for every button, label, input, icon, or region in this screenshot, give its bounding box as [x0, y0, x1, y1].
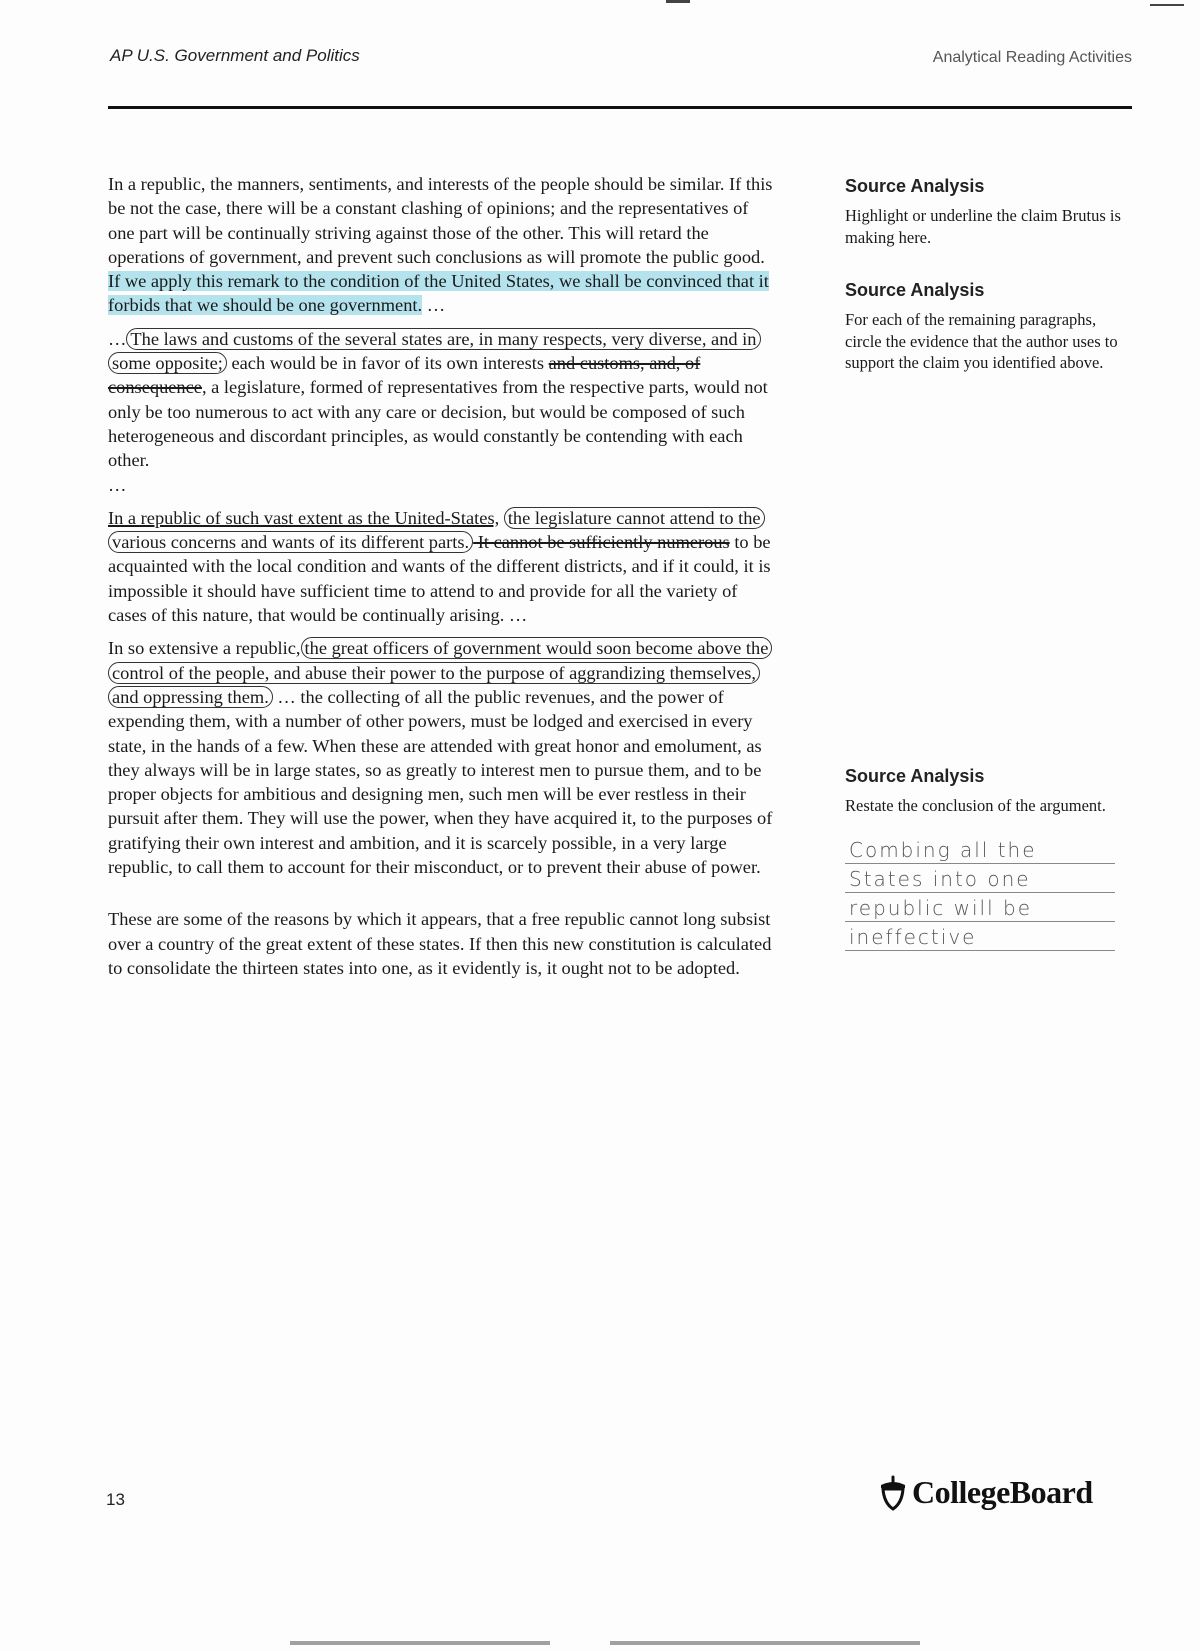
passage	[108, 172, 776, 989]
source-analysis-box-2	[845, 280, 1135, 374]
circled-evidence-1: The laws and customs of the several states are, in many respects, very diverse, and in some opposite;	[108, 328, 761, 374]
paragraph-1-text: In a republic, the manners, sentiments, and interests of the people should be similar. If this be not the case, there will be a constant clashing of opinions; and the representatives of one part will be continually striving against those of the other. This will retard the operations of government, and prevent such conclusions as will promote the public good.	[108, 174, 773, 267]
paragraph-4-text: … the collecting of all the public revenues, and the power of expending them, with a number of other powers, must be lodged and exercised in every state, in the hands of a few. When these are attended with great honor and emolument, as they always will be in large states, so as greatly to interest men to pursue them, and to be proper objects for ambitious and designing men, such men will be ever restless in their pursuit after them. They will use the power, when they have acquired it, to the purposes of gratifying their own interest and ambition, and it is scarcely possible, in a very large republic, to call them to account for their misconduct, or to prevent their abuse of power.	[108, 686, 773, 878]
header-divider	[108, 106, 1132, 109]
logo-text: CollegeBoard	[912, 1474, 1093, 1510]
paragraph-2-text: , a legislature, formed of representatives from the respective parts, would not only be too numerous to act with any care or decision, but would be composed of such heterogeneous and discordant principles, as would constantly be contending with each other.	[108, 377, 768, 471]
paragraph-4	[108, 636, 776, 879]
underlined-text: In a republic of such vast extent as the United-States,	[108, 507, 500, 528]
paragraph-2-ellipsis: …	[108, 474, 127, 495]
paragraph-1-ellipsis: …	[422, 295, 446, 316]
section-title: Analytical Reading Activities	[932, 49, 1132, 66]
paragraph-2-lead: …	[108, 328, 127, 349]
scan-artifact-bottom-1	[290, 1641, 550, 1645]
answer-line-1: Combing all the	[845, 835, 1115, 864]
paragraph-2	[108, 327, 776, 497]
circled-evidence-3: the great officers of government would soon become above the control of the people, and abuse their power to the purpose of aggrandizing themselves, and oppressing them.	[108, 637, 772, 708]
answer-line-3: republic will be	[845, 893, 1115, 922]
collegeboard-logo	[878, 1474, 1093, 1511]
struck-text-1: and customs, and, of consequence	[108, 353, 701, 398]
source-analysis-box-3	[845, 766, 1135, 951]
paragraph-5-conclusion: These are some of the reasons by which it appears, that a free republic cannot long subsist over a country of the great extent of these states. If then this new constitution is calculated to consolidate the thirteen states into one, as it evidently is, it ought not to be adopted.	[108, 909, 772, 978]
answer-line-4: ineffective	[845, 922, 1115, 951]
paragraph-4-lead: In so extensive a republic,	[108, 638, 301, 659]
acorn-icon	[878, 1475, 908, 1511]
scan-artifact-top	[666, 0, 690, 3]
source-analysis-instruction-2: For each of the remaining paragraphs, circle the evidence that the author uses to support the claim you identified above.	[845, 310, 1118, 372]
source-analysis-heading-3: Source Analysis	[845, 766, 985, 786]
handwritten-answer	[845, 835, 1135, 951]
source-analysis-box-1	[845, 176, 1135, 248]
source-analysis-instruction-1: Highlight or underline the claim Brutus is making here.	[845, 206, 1121, 247]
scan-artifact-top-right	[1150, 4, 1184, 6]
course-title: AP U.S. Government and Politics	[110, 46, 360, 65]
struck-text-2: It cannot be sufficiently numerous	[473, 532, 730, 553]
circled-evidence-2: the legislature cannot attend to the various concerns and wants of its different parts.	[108, 507, 765, 553]
paragraph-3	[108, 506, 776, 627]
paragraph-3-text: to be acquainted with the local condition and wants of the different districts, and if it could, it is impossible it should have sufficient time to attend to and provide for all the variety of cases of this nature, that would be continually arising. …	[108, 532, 771, 626]
paragraph-1	[108, 172, 776, 318]
scan-artifact-bottom-2	[610, 1641, 920, 1645]
page-number: 13	[106, 1490, 125, 1509]
source-analysis-heading-2: Source Analysis	[845, 280, 985, 300]
highlighted-claim: If we apply this remark to the condition of the United States, we shall be convinced that it forbids that we should be one government.	[108, 271, 769, 316]
answer-line-2: States into one	[845, 864, 1115, 893]
source-analysis-heading-1: Source Analysis	[845, 176, 985, 196]
paragraph-2-mid: each would be in favor of its own interests	[226, 353, 549, 374]
source-analysis-instruction-3: Restate the conclusion of the argument.	[845, 796, 1106, 815]
